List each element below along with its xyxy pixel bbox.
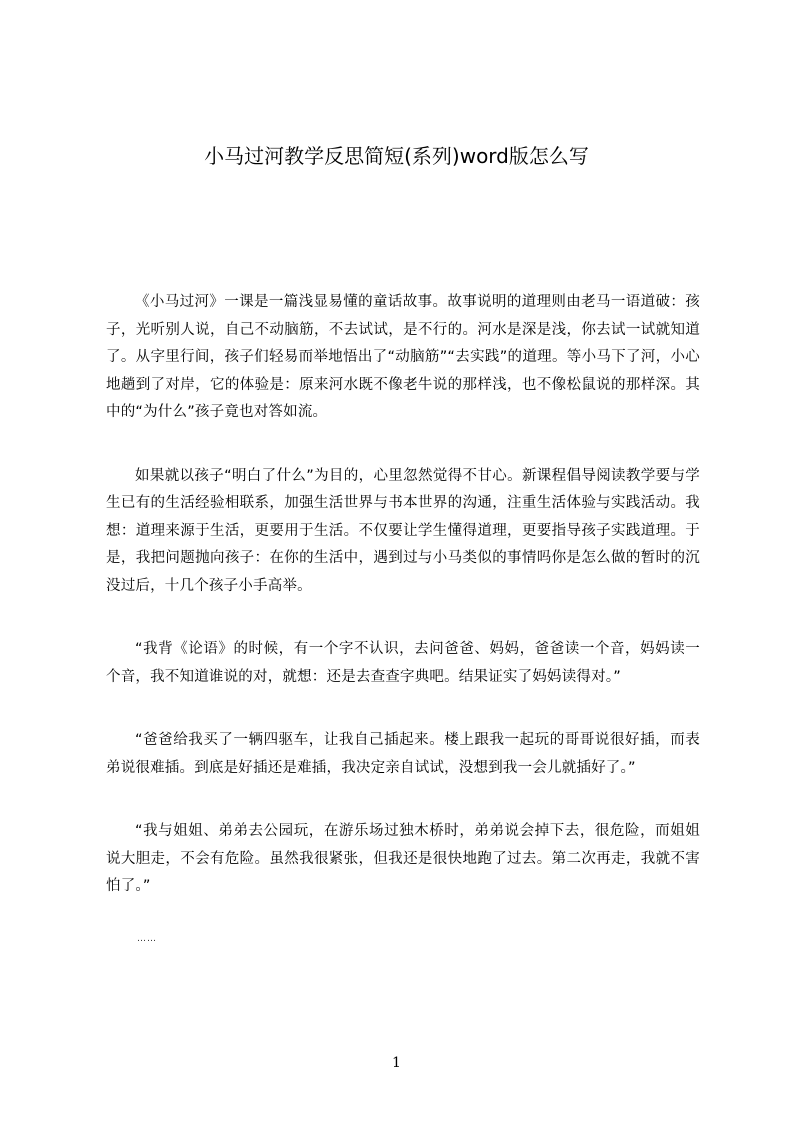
paragraph-1: 《小马过河》一课是一篇浅显易懂的童话故事。故事说明的道理则由老马一语道破：孩子，光听别人说，自己不动脑筋，不去试试，是不行的。河水是深是浅，你去试一试就知道了。从字里行间，孩子们轻易而举地悟出了“动脑筋”“去实践”的道理。等小马下了河，小心地趟到了对岸，它的体验是：原来河水既不像老牛说的那样浅，也不像松鼠说的那样深。其中的“为什么”孩子竟也对答如流。 [106,294,700,420]
paragraph-5: “我与姐姐、弟弟去公园玩，在游乐场过独木桥时，弟弟说会掉下去，很危险，而姐姐说大胆走，不会有危险。虽然我很紧张，但我还是很快地跑了过去。第二次再走，我就不害怕了。” [106,823,700,894]
document-body [106,289,700,937]
paragraph-4: “爸爸给我买了一辆四驱车，让我自己插起来。楼上跟我一起玩的哥哥说很好插，而表弟说很难插。到底是好插还是难插，我决定亲自试试，没想到我一会儿就插好了。” [106,732,700,776]
paragraph-3: “我背《论语》的时候，有一个字不认识，去问爸爸、妈妈，爸爸读一个音，妈妈读一个音，我不知道谁说的对，就想：还是去查查字典吧。结果证实了妈妈读得对。” [106,641,700,685]
ellipsis-marker: …… [137,934,157,944]
document-title: 小马过河教学反思简短(系列)word版怎么写 [204,144,589,168]
paragraph-2: 如果就以孩子“明白了什么”为目的，心里忽然觉得不甘心。新课程倡导阅读教学要与学生已有的生活经验相联系，加强生活世界与书本世界的沟通，注重生活体验与实践活动。我想：道理来源于生活，更要用于生活。不仅要让学生懂得道理，更要指导孩子实践道理。于是，我把问题抛向孩子：在你的生活中，遇到过与小马类似的事情吗你是怎么做的暂时的沉没过后，十几个孩子小手高举。 [106,467,700,594]
page-number: 1 [392,1055,401,1071]
